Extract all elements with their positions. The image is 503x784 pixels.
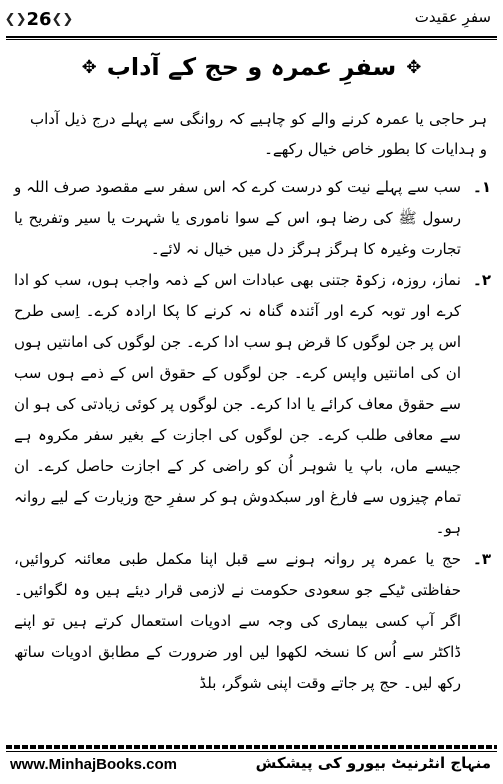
page-number: 26 bbox=[26, 8, 52, 30]
title-ornament-right-icon: ✥ bbox=[406, 56, 422, 78]
page-title-text: سفرِ عمرہ و حج کے آداب bbox=[106, 53, 397, 81]
header-divider bbox=[6, 36, 497, 38]
footer-divider bbox=[6, 745, 497, 749]
footer-credit: منہاج انٹرنیٹ بیورو کی پیشکش bbox=[255, 754, 491, 772]
item-number: ۱۔ bbox=[473, 178, 491, 196]
item-text: حج یا عمرہ پر روانہ ہونے سے قبل اپنا مکمل طبی معائنہ کروائیں، حفاظتی ٹیکے جو سعودی حکومت نے لازمی قرار دیئے ہیں وہ لگوائیں۔ اگر آپ کسی بیماری کی وجہ سے ادویات استعمال کرتے ہیں تو اپنے ڈاکٹر سے اُس کا نسخہ لکھوا لیں اور ضرورت کے مطابق ادویات ساتھ رکھ لیں۔ حج پر جاتے وقت اپنی شوگر، بلڈ bbox=[14, 550, 461, 692]
page-header bbox=[0, 0, 503, 40]
footer-url: www.MinhajBooks.com bbox=[10, 756, 177, 773]
page-number-box bbox=[4, 6, 74, 32]
item-text: سب سے پہلے نیت کو درست کرے کہ اس سفر سے مقصود صرف اللہ و رسول ﷺ کی رضا ہو، اس کے سوا ناموری یا شہرت یا سیر وتفریح یا تجارت وغیرہ کا ہرگز ہرگز دل میں خیال نہ لائے۔ bbox=[14, 178, 461, 258]
list-item bbox=[14, 265, 491, 544]
ornament-right-icon: ❮❯ bbox=[51, 11, 74, 27]
running-title: سفرِ عقیدت bbox=[414, 8, 491, 26]
list-item bbox=[14, 172, 491, 265]
title-ornament-left-icon: ✥ bbox=[81, 56, 97, 78]
ornament-left-icon: ❮❯ bbox=[4, 11, 27, 27]
item-number: ۲۔ bbox=[473, 271, 491, 289]
header-divider-thin bbox=[6, 39, 497, 40]
item-number: ۳۔ bbox=[473, 550, 491, 568]
item-text: نماز، روزہ، زکوۃ جتنی بھی عبادات اس کے ذمہ واجب ہوں، سب کو ادا کرے اور توبہ کرے اور آئندہ گناہ نہ کرنے کا پکا ارادہ کرے۔ اِسی طرح اس پر جن لوگوں کا قرض ہو سب ادا کرے۔ جن لوگوں کی امانتیں ہوں ان کی امانتیں واپس کرے۔ جن لوگوں کے حقوق اس کے ذمے ہوں سب سے حقوق معاف کرائے یا ادا کرے۔ جن لوگوں پر کوئی زیادتی کی ہو ان سے معافی طلب کرے۔ جن لوگوں کی اجازت کے بغیر سفر مکروہ ہے جیسے ماں، باپ یا شوہر اُن کو راضی کر کے اجازت حاصل کرے۔ ان تمام چیزوں سے فارغ اور سبکدوش ہو کر سفرِ حج وزیارت کے لیے روانہ ہو۔ bbox=[14, 271, 461, 537]
guidelines-list bbox=[14, 172, 491, 699]
intro-paragraph: ہر حاجی یا عمرہ کرنے والے کو چاہیے کہ روانگی سے پہلے درج ذیل آداب و ہدایات کا بطور خاص خیال رکھے۔ bbox=[30, 110, 487, 158]
footer-divider-thin bbox=[6, 751, 497, 752]
page-title bbox=[0, 48, 503, 86]
list-item bbox=[14, 544, 491, 699]
